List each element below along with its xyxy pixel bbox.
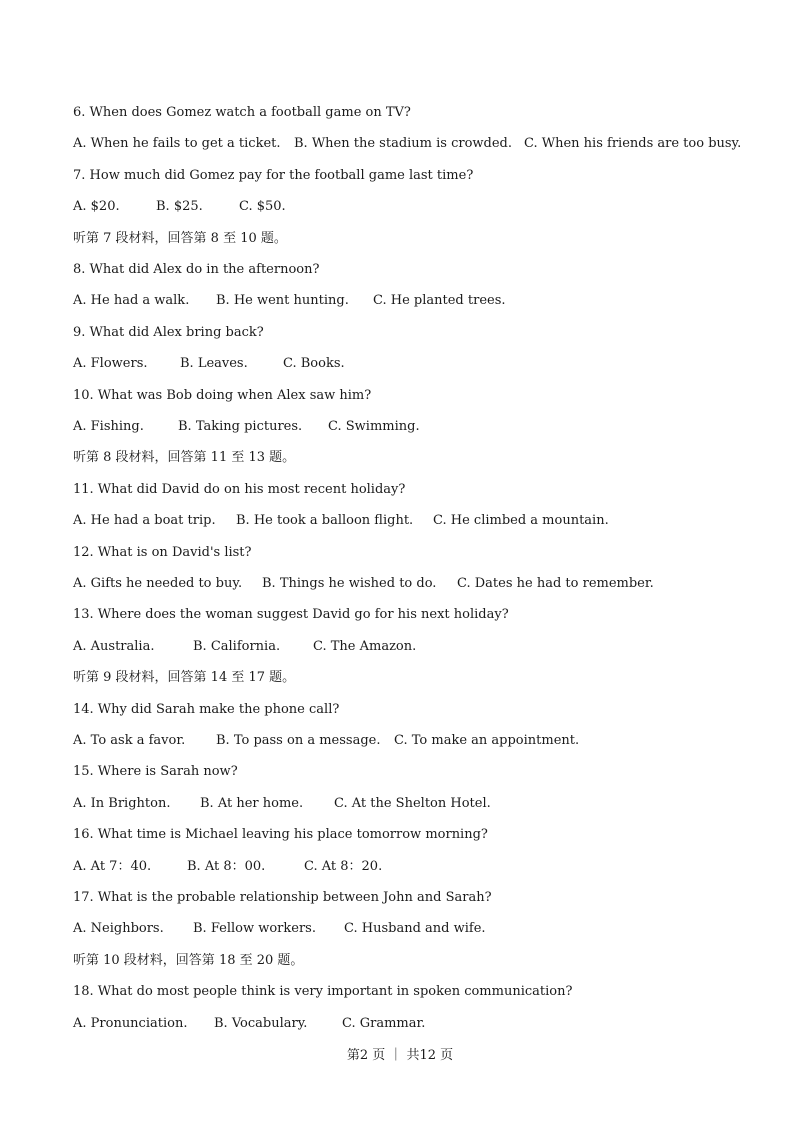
question-text: 12. What is on David's list? <box>73 545 252 560</box>
question-text: 6. When does Gomez watch a football game on TV? <box>73 105 411 120</box>
answer-option: C. He planted trees. <box>373 293 506 308</box>
answer-option: B. Things he wished to do. <box>262 576 437 591</box>
answer-option: A. Australia. <box>73 639 155 654</box>
answer-option: A. To ask a favor. <box>73 733 186 748</box>
answer-option: B. He went hunting. <box>216 293 349 308</box>
answer-option: B. Taking pictures. <box>178 419 303 434</box>
answer-option: C. He climbed a mountain. <box>433 513 609 528</box>
question-text: 13. Where does the woman suggest David go for his next holiday? <box>73 607 509 622</box>
answer-option: A. Gifts he needed to buy. <box>73 576 243 591</box>
question-text: 14. Why did Sarah make the phone call? <box>73 702 340 717</box>
answer-option: C. When his friends are too busy. <box>524 136 742 151</box>
answer-option: A. Neighbors. <box>73 921 164 936</box>
answer-option: B. Fellow workers. <box>193 921 316 936</box>
answer-option: B. $25. <box>156 199 203 214</box>
question-text: 17. What is the probable relationship between John and Sarah? <box>73 890 492 905</box>
answer-option: C. To make an appointment. <box>394 733 580 748</box>
question-text: 10. What was Bob doing when Alex saw him? <box>73 388 372 403</box>
answer-option: C. At the Shelton Hotel. <box>334 796 491 811</box>
answer-option: A. $20. <box>73 199 120 214</box>
answer-option: B. To pass on a message. <box>216 733 381 748</box>
answer-option: B. At her home. <box>200 796 304 811</box>
question-text: 16. What time is Michael leaving his place tomorrow morning? <box>73 827 488 842</box>
answer-option: B. Vocabulary. <box>214 1016 308 1031</box>
answer-option: A. Fishing. <box>73 419 144 434</box>
answer-option: B. When the stadium is crowded. <box>294 136 513 151</box>
answer-option: B. California. <box>193 639 281 654</box>
answer-option: C. At 8：20. <box>304 859 383 874</box>
answer-option: B. Leaves. <box>180 356 248 371</box>
answer-option: C. Husband and wife. <box>344 921 486 936</box>
answer-option: C. Books. <box>283 356 345 371</box>
question-text: 7. How much did Gomez pay for the football game last time? <box>73 168 474 183</box>
answer-option: C. The Amazon. <box>313 639 417 654</box>
answer-option: A. At 7：40. <box>73 859 152 874</box>
question-text: 18. What do most people think is very important in spoken communication? <box>73 984 573 999</box>
section-instruction: 听第 9 段材料，回答第 14 至 17 题。 <box>73 670 296 685</box>
section-instruction: 听第 7 段材料，回答第 8 至 10 题。 <box>73 231 287 246</box>
answer-option: B. He took a balloon flight. <box>236 513 414 528</box>
answer-option: C. $50. <box>239 199 286 214</box>
question-text: 15. Where is Sarah now? <box>73 764 238 779</box>
answer-option: B. At 8：00. <box>187 859 266 874</box>
answer-option: A. In Brighton. <box>73 796 171 811</box>
section-instruction: 听第 8 段材料，回答第 11 至 13 题。 <box>73 450 296 465</box>
section-instruction: 听第 10 段材料，回答第 18 至 20 题。 <box>73 953 304 968</box>
answer-option: A. When he fails to get a ticket. <box>73 136 281 151</box>
answer-option: A. Pronunciation. <box>73 1016 188 1031</box>
answer-option: C. Swimming. <box>328 419 420 434</box>
answer-option: C. Dates he had to remember. <box>457 576 654 591</box>
answer-option: C. Grammar. <box>342 1016 426 1031</box>
page-footer: 第2 页 ｜ 共12 页 <box>346 1048 454 1063</box>
question-text: 9. What did Alex bring back? <box>73 325 264 340</box>
question-text: 8. What did Alex do in the afternoon? <box>73 262 320 277</box>
answer-option: A. He had a boat trip. <box>73 513 216 528</box>
answer-option: A. He had a walk. <box>73 293 190 308</box>
answer-option: A. Flowers. <box>73 356 148 371</box>
question-text: 11. What did David do on his most recent holiday? <box>73 482 406 497</box>
